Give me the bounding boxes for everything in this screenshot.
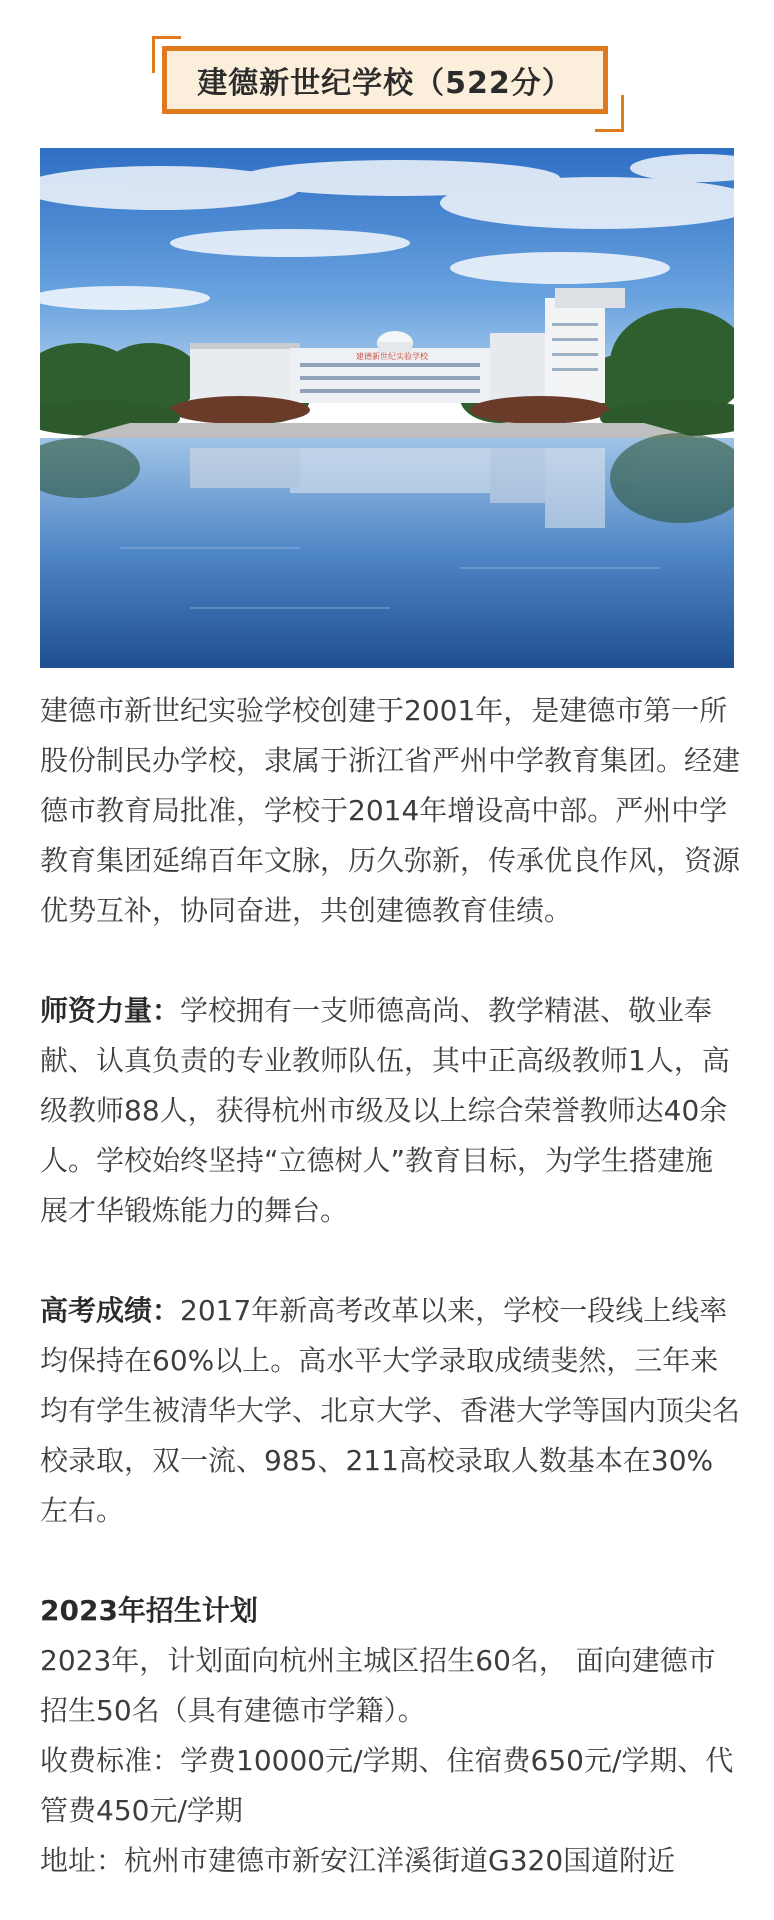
article-body: [40, 686, 740, 1886]
teachers-label: 师资力量：: [40, 994, 181, 1027]
plan-fees: 收费标准：学费10000元/学期、住宿费650元/学期、代管费450元/学期: [40, 1744, 734, 1827]
plan-address: 地址：杭州市建德市新安江洋溪街道G320国道附近: [40, 1844, 676, 1877]
teachers-text: 学校拥有一支师德高尚、教学精湛、敬业奉献、认真负责的专业教师队伍，其中正高级教师1人，高级教师88人，获得杭州市级及以上综合荣誉教师达40余人。学校始终坚持“立德树人”教育目标，为学生搭建施展才华锻炼能力的舞台。: [40, 994, 730, 1227]
plan-enroll: 2023年，计划面向杭州主城区招生60名， 面向建德市招生50名（具有建德市学籍）。: [40, 1644, 716, 1727]
enrollment-plan: [40, 1586, 740, 1886]
gaokao-label: 高考成绩：: [40, 1294, 181, 1327]
gaokao-text: 2017年新高考改革以来，学校一段线上线率均保持在60%以上。高水平大学录取成绩斐然，三年来均有学生被清华大学、北京大学、香港大学等国内顶尖名校录取，双一流、985、211高校录取人数基本在30%左右。: [40, 1294, 741, 1527]
building-sign: 建德新世纪实验学校: [356, 352, 428, 361]
title-text: 建德新世纪学校（522分）: [197, 66, 573, 101]
plan-heading: 2023年招生计划: [40, 1594, 258, 1627]
campus-photo: [40, 148, 734, 668]
title-box: [162, 46, 608, 114]
teachers-paragraph: [40, 986, 740, 1236]
gaokao-paragraph: [40, 1286, 740, 1536]
intro-paragraph: 建德市新世纪实验学校创建于2001年，是建德市第一所股份制民办学校，隶属于浙江省严州中学教育集团。经建德市教育局批准，学校于2014年增设高中部。严州中学教育集团延绵百年文脉，历久弥新，传承优良作风，资源优势互补，协同奋进，共创建德教育佳绩。: [40, 694, 741, 927]
section-title: [152, 36, 624, 132]
